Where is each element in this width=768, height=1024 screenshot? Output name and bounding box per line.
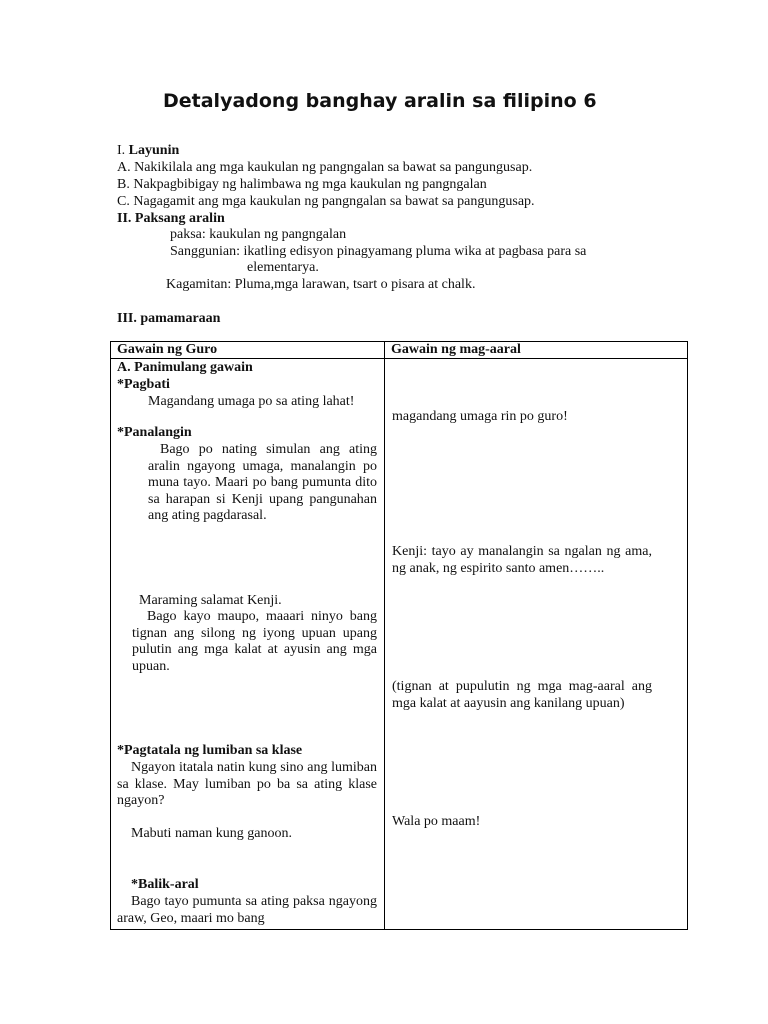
panalangin-heading: *Panalangin xyxy=(117,425,192,440)
mabuti-text: Mabuti naman kung ganoon. xyxy=(131,826,292,841)
paksa-line: paksa: kaukulan ng pangngalan xyxy=(170,227,347,242)
layunin-heading xyxy=(117,142,179,159)
sagot-pagbati: magandang umaga rin po guro! xyxy=(392,409,568,424)
paksang-aralin-heading: II. Paksang aralin xyxy=(117,211,225,226)
guro-column xyxy=(111,359,385,930)
layunin-item-a: A. Nakikilala ang mga kaukulan ng pangngalan sa bawat sa pangungusap. xyxy=(117,160,533,175)
salamat-text: Maraming salamat Kenji. xyxy=(139,593,282,608)
balik-aral-text: Bago tayo pumunta sa ating paksa ngayong araw, Geo, maari mo bang xyxy=(117,894,377,926)
pagtatala-heading: *Pagtatala ng lumiban sa klase xyxy=(117,743,303,758)
document-title: Detalyadong banghay aralin sa filipino 6 xyxy=(163,90,597,112)
sanggunian-continuation: elementarya. xyxy=(247,260,319,275)
kagamitan-line: Kagamitan: Pluma,mga larawan, tsart o pisara at chalk. xyxy=(166,277,476,292)
table-header-row xyxy=(111,342,688,359)
sanggunian-line: Sanggunian: ikatling edisyon pinagyamang pluma wika at pagbasa para sa xyxy=(170,244,587,259)
table-body-row xyxy=(111,359,688,930)
upuan-text: Bago kayo maupo, maaari ninyo bang tignan ang silong ng iyong upuan upang pulutin ang mga kalat at ayusin ang mga upuan. xyxy=(132,609,377,674)
pagbati-text: Magandang umaga po sa ating lahat! xyxy=(148,394,355,409)
balik-aral-heading: *Balik-aral xyxy=(131,877,199,892)
sagot-lumiban: Wala po maam! xyxy=(392,814,481,829)
pagtatala-text: Ngayon itatala natin kung sino ang lumiban sa klase. May lumiban po ba sa ating klase ngayon? xyxy=(117,760,377,809)
pagbati-heading: *Pagbati xyxy=(117,377,170,392)
sagot-panalangin: Kenji: tayo ay manalangin sa ngalan ng ama, ng anak, ng espirito santo amen…….. xyxy=(392,544,652,576)
panimulang-gawain-heading: A. Panimulang gawain xyxy=(117,360,253,375)
layunin-roman: I. xyxy=(117,143,129,158)
header-gawain-guro: Gawain ng Guro xyxy=(111,342,385,359)
layunin-item-b: B. Nakpagbibigay ng halimbawa ng mga kaukulan ng pangngalan xyxy=(117,177,487,192)
lesson-plan-table xyxy=(110,341,688,930)
pamamaraan-heading: III. pamamaraan xyxy=(117,311,221,326)
layunin-item-c: C. Nagagamit ang mga kaukulan ng pangngalan sa bawat sa pangungusap. xyxy=(117,194,535,209)
header-gawain-mag-aaral: Gawain ng mag-aaral xyxy=(385,342,688,359)
mag-aaral-column xyxy=(385,359,688,930)
layunin-label: Layunin xyxy=(128,143,180,158)
panalangin-text: Bago po nating simulan ang ating aralin ngayong umaga, manalangin po muna tayo. Maari po bang pumunta dito sa harapan si Kenji upang pangunahan ang ating pagdarasal. xyxy=(148,442,377,524)
sagot-upuan: (tignan at pupulutin ng mga mag-aaral ang mga kalat at aayusin ang kanilang upuan) xyxy=(392,679,652,711)
